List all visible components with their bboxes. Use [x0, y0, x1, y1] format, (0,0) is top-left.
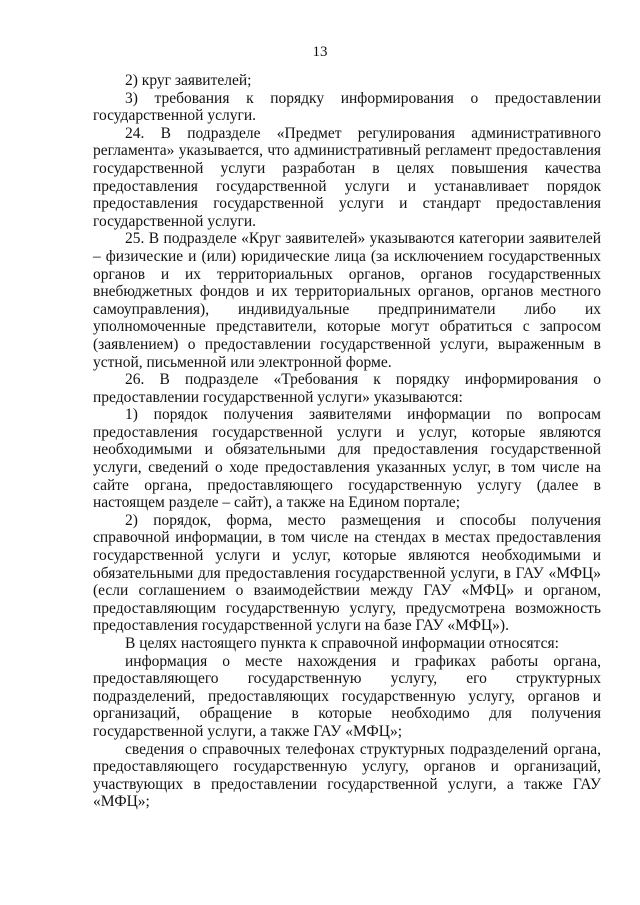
paragraph-26-item-2: 2) порядок, форма, место размещения и способы получения справочной информации, в том числе на стендах в местах предоставления государственной услуги и услуг, которые являются необходимыми и обязательными для предоставления государственной услуги, в ГАУ «МФЦ» (если соглашением о взаимодействии между ГАУ «МФЦ» и органом, предоставляющим государственную услугу, предусмотрена возможность предоставления государственной услуги на базе ГАУ «МФЦ»). — [93, 511, 601, 635]
paragraph-list-item-3: 3) требования к порядку информирования о предоставлении государственной услуги. — [93, 89, 601, 125]
paragraph-list-item-2: 2) круг заявителей; — [125, 72, 252, 89]
document-body — [93, 72, 601, 811]
paragraph-26-item-1: 1) порядок получения заявителями информации по вопросам предоставления государственной услуги и услуг, которые являются необходимыми и обязательными для предоставления государственной услуги, сведений о ходе предоставления указанных услуг, в том числе на сайте органа, предоставляющего государственную услугу (далее в настоящем разделе – сайт), а также на Едином портале; — [93, 406, 601, 512]
paragraph-24: 24. В подразделе «Предмет регулирования административного регламента» указывается, что административный регламент предоставления государственной услуги разработан в целях повышения качества предоставления государственной услуги и устанавливает порядок предоставления государственной услуги и стандарт предоставления государственной услуги. — [93, 124, 601, 230]
paragraph-location-info: информация о месте нахождения и графиках работы органа, предоставляющего государственную услугу, его структурных подразделений, предоставляющих государственную услугу, органов и организаций, обращение в которые необходимо для получения государственной услуги, а также ГАУ «МФЦ»; — [93, 652, 601, 740]
paragraph-phone-info: сведения о справочных телефонах структурных подразделений органа, предоставляющего государственную услугу, органов и организаций, участвующих в предоставлении государственной услуги, а также ГАУ «МФЦ»; — [93, 740, 601, 811]
paragraph-reference-info-intro: В целях настоящего пункта к справочной информации относятся: — [125, 635, 559, 652]
page-number: 13 — [312, 44, 328, 60]
paragraph-25: 25. В подразделе «Круг заявителей» указываются категории заявителей – физические и (или) юридические лица (за исключением государственных органов и их территориальных органов, органов государственных внебюджетных фондов и их территориальных органов, органов местного самоуправления), индивидуальные предприниматели либо их уполномоченные представители, которые могут обратиться с запросом (заявлением) о предоставлении государственной услуги, выраженным в устной, письменной или электронной форме. — [93, 230, 601, 371]
paragraph-26: 26. В подразделе «Требования к порядку информирования о предоставлении государственной услуги» указываются: — [93, 371, 601, 406]
